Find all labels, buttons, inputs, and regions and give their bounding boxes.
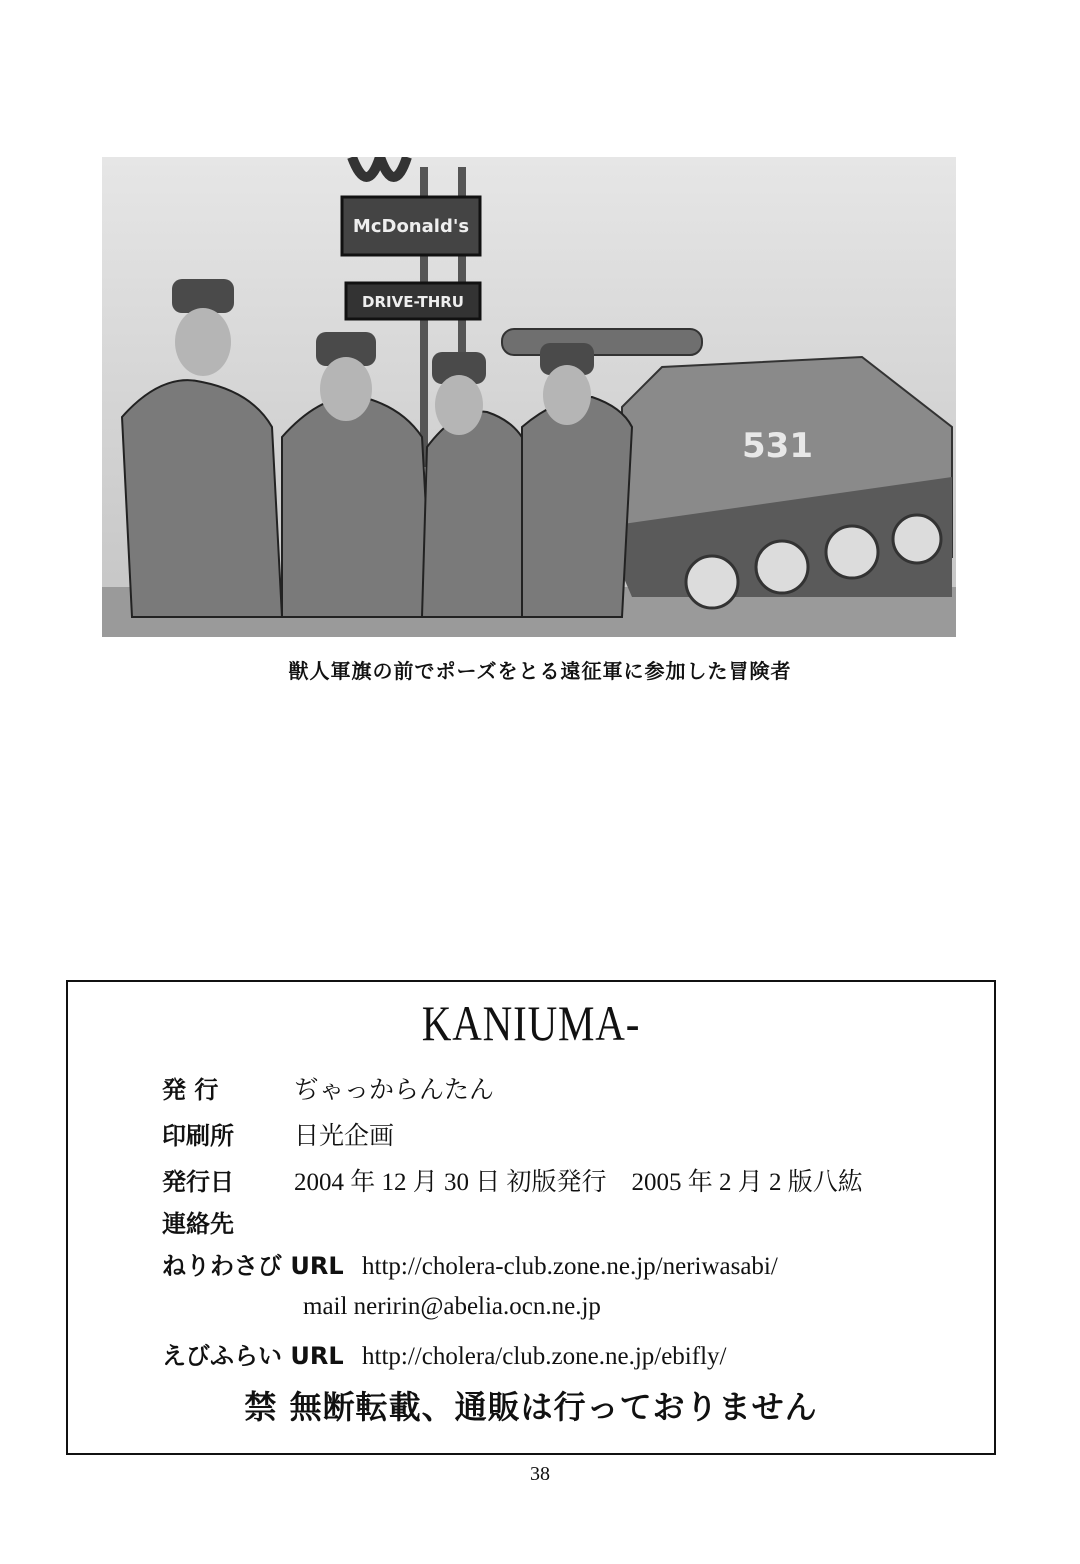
url-link[interactable]: http://cholera/club.zone.ne.jp/ebifly/: [362, 1343, 727, 1370]
sign-drive-thru-text: DRIVE-THRU: [362, 293, 464, 311]
colophon-row-publisher: [162, 1070, 494, 1106]
hull-number-text: 531: [742, 426, 813, 466]
page-number: 38: [530, 1463, 550, 1485]
row-value: 2004 年 12 月 30 日 初版発行 2005 年 2 月 2 版八紘: [294, 1169, 863, 1196]
colophon-row-url-ebifly: [162, 1336, 726, 1371]
cover-photo: [102, 157, 956, 637]
row-label: 連絡先: [162, 1210, 234, 1238]
soldiers-photo-illustration: [102, 157, 956, 637]
colophon-row-date: [162, 1162, 863, 1198]
row-label: 発 行: [162, 1076, 219, 1104]
row-value: ぢゃっからんたん: [294, 1077, 495, 1104]
no-reprint-notice: 禁 無断転載、通販は行っておりません: [244, 1388, 818, 1426]
url-link[interactable]: http://cholera-club.zone.ne.jp/neriwasabi/: [362, 1253, 778, 1280]
row-label: 発行日: [162, 1168, 234, 1196]
colophon-row-printer: [162, 1116, 394, 1152]
row-value: 日光企画: [294, 1123, 395, 1150]
colophon-row-url-neriwasabi: [162, 1246, 778, 1281]
photo-caption: 獣人軍旗の前でポーズをとる遠征軍に参加した冒険者: [288, 659, 792, 683]
row-label: 印刷所: [162, 1122, 234, 1150]
colophon-box: [66, 980, 996, 1455]
colophon-title: KANIUMA-: [421, 995, 641, 1051]
colophon-row-mail: [303, 1292, 601, 1321]
row-label: ねりわさび URL: [162, 1252, 344, 1280]
row-label: えびふらい URL: [162, 1342, 344, 1370]
sign-mcdonalds-text: McDonald's: [352, 216, 470, 237]
colophon-row-contact: [162, 1204, 294, 1239]
mail-address[interactable]: mail neririn@abelia.ocn.ne.jp: [303, 1293, 601, 1320]
